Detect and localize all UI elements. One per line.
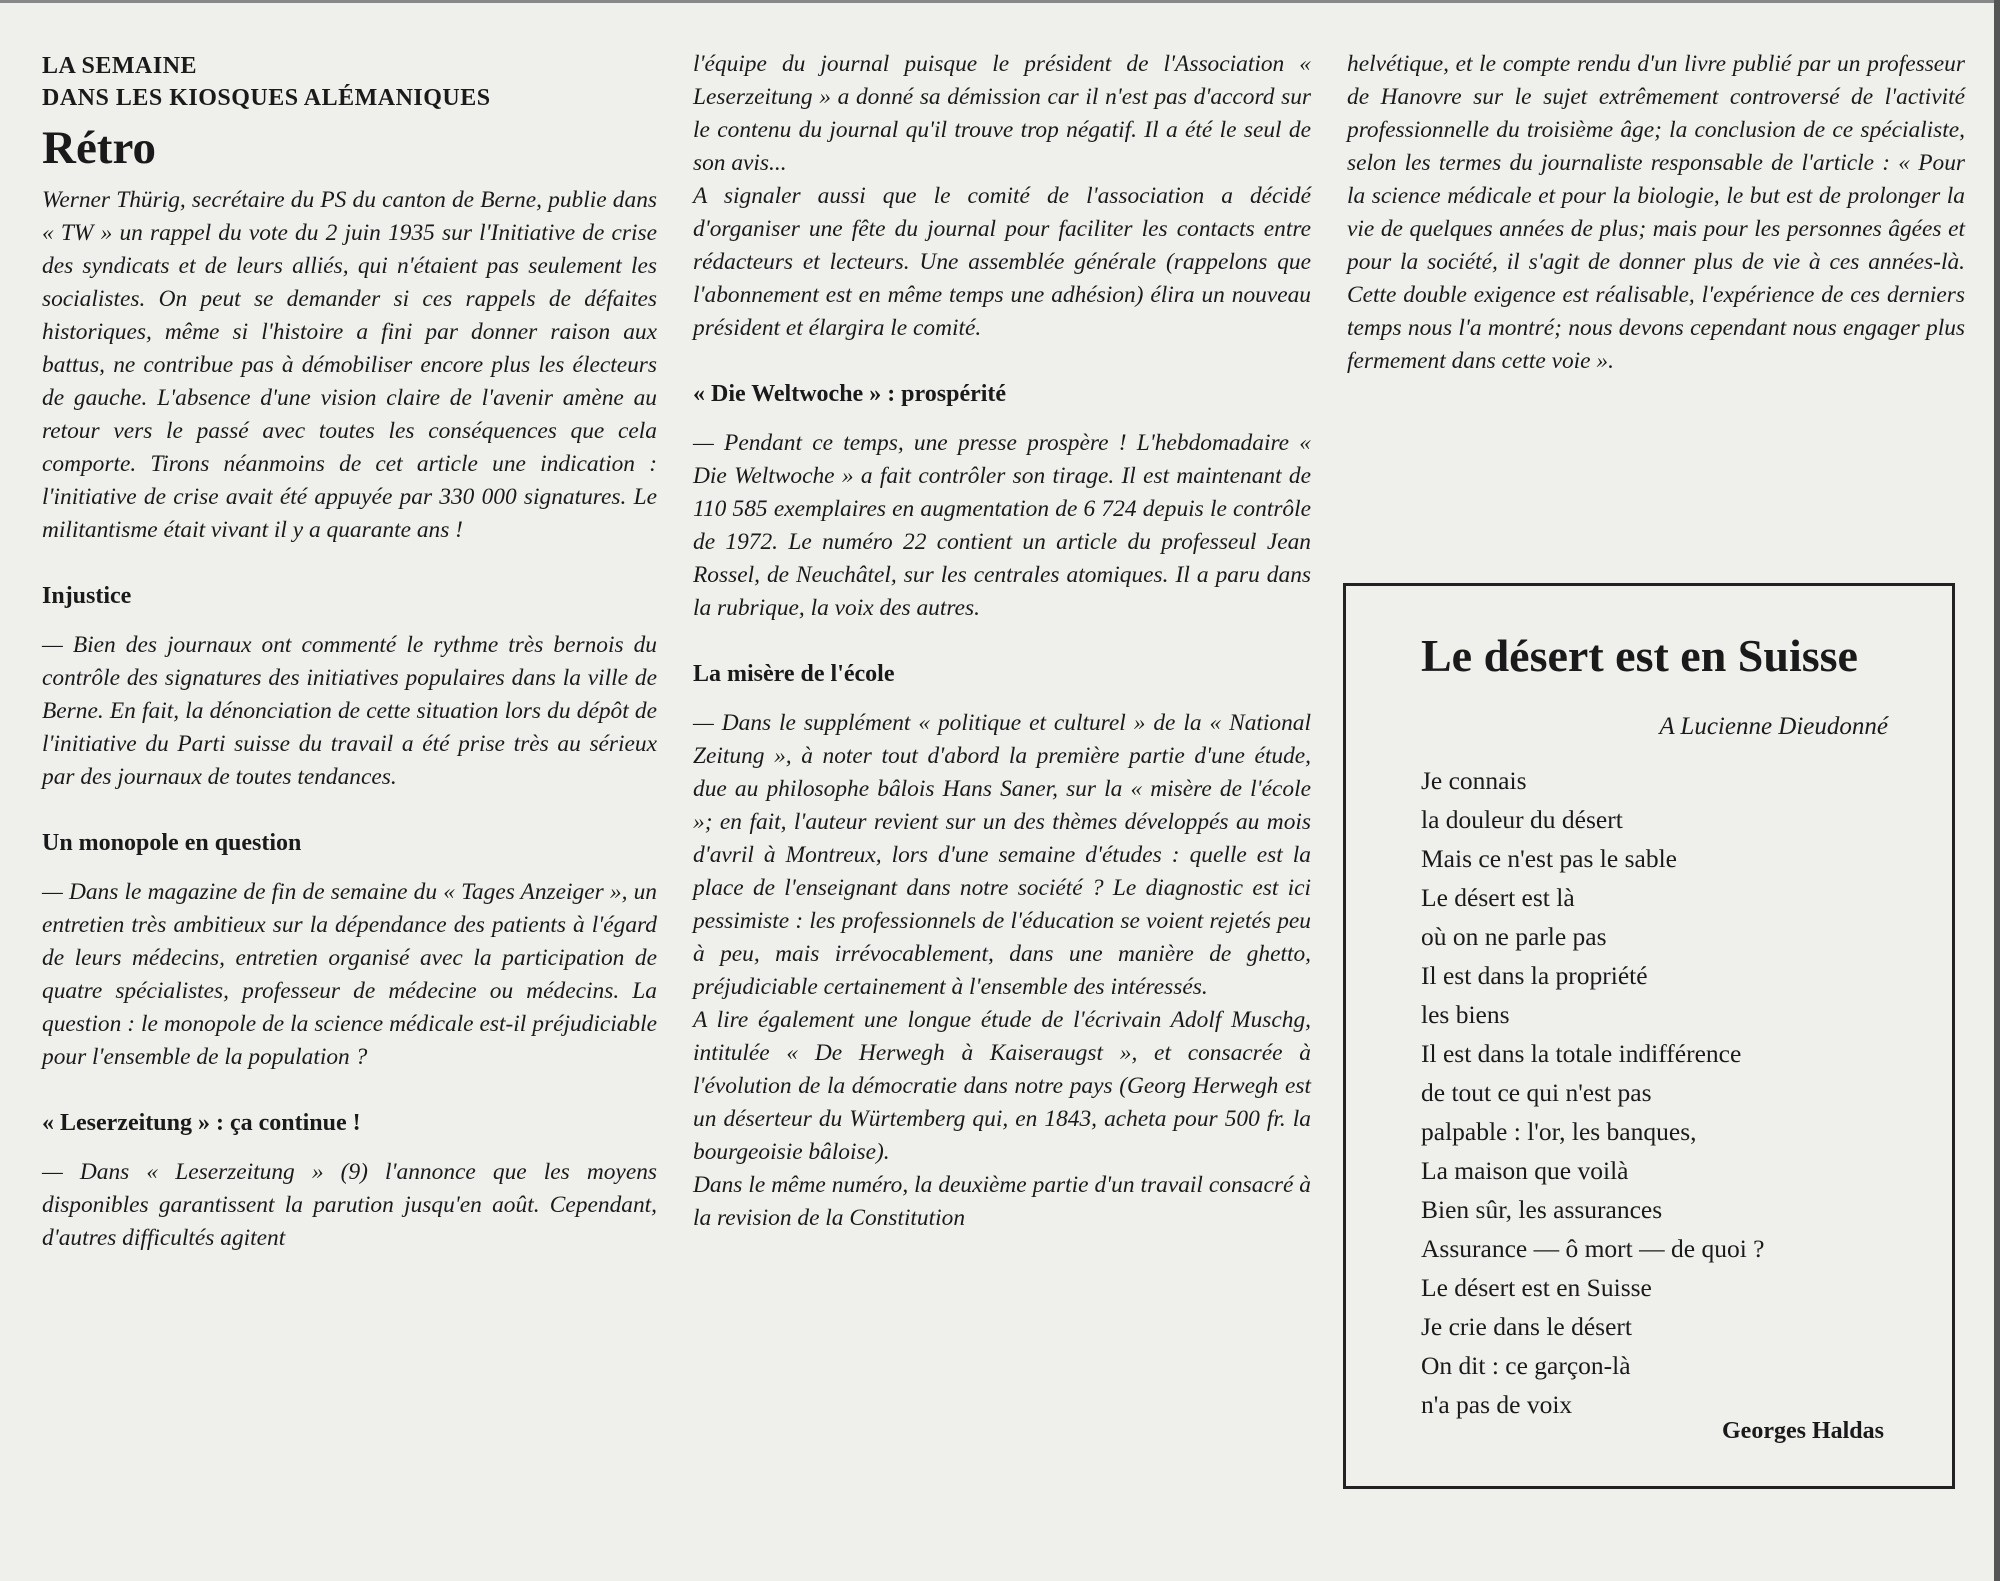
- paragraph-helvetique: helvétique, et le compte rendu d'un livre publié par un professeur de Hanovre sur le sujet extrêmement controversé de l'activité professionnelle du troisième âge; la conclusion de ce spécialiste, selon les termes du journaliste responsable de l'article : « Pour la science médicale et pour la biologie, le but est de prolonger la vie de quelques années de plus; mais pour les personnes âgées et pour la société, il s'agit de donner plus de vie à ces années-là. Cette double exigence est réalisable, l'expérience de ces derniers temps nous l'a montré; nous devons cependant nous engager plus fermement dans cette voie ».: [1347, 51, 1965, 374]
- article-title: Rétro: [42, 122, 156, 174]
- poem-dedication: A Lucienne Dieudonné: [1659, 713, 1888, 740]
- subheading-leserzeitung: « Leserzeitung » : ça continue !: [42, 1110, 361, 1136]
- paragraph-leserzeitung: — Dans « Leserzeitung » (9) l'annonce que les moyens disponibles garantissent la parution jusqu'en août. Cependant, d'autres difficultés agitent: [42, 1159, 657, 1251]
- poem-author: Georges Haldas: [1722, 1418, 1884, 1444]
- section-kicker-line-2: DANS LES KIOSQUES ALÉMANIQUES: [42, 85, 491, 111]
- poem-line: Bien sûr, les assurances: [1421, 1195, 1663, 1224]
- poem-line: La maison que voilà: [1421, 1156, 1629, 1185]
- poem-line: Il est dans la propriété: [1421, 961, 1648, 990]
- poem-line: Assurance — ô mort — de quoi ?: [1421, 1234, 1765, 1263]
- column-1: [42, 50, 657, 1255]
- subheading-monopole: Un monopole en question: [42, 830, 302, 856]
- column-2: [693, 48, 1311, 1235]
- paragraph-injustice: — Bien des journaux ont commenté le rythme très bernois du contrôle des signatures des initiatives populaires dans la ville de Berne. En fait, la dénonciation de cette situation lors du dépôt de l'initiative du Parti suisse du travail a été prise très au sérieux par des journaux de toutes tendances.: [42, 632, 657, 790]
- poem-line: Le désert est en Suisse: [1421, 1273, 1652, 1302]
- paragraph-misere-ecole: — Dans le supplément « politique et culturel » de la « National Zeitung », à noter tout d'abord la première partie d'une étude, due au philosophe bâlois Hans Saner, sur la « misère de l'école »; en fait, l'auteur revient sur un des thèmes développés au mois d'avril à Montreux, lors d'une semaine d'études : quelle est la place de l'enseignant dans notre société ? Le diagnostic est ici pessimiste : les professionnels de l'éducation se voient rejetés peu à peu, mais irrévocablement, dans une manière de ghetto, préjudiciable certainement à l'ensemble des intéressés.: [693, 710, 1311, 1000]
- poem-line: de tout ce qui n'est pas: [1421, 1078, 1652, 1107]
- poem-line: où on ne parle pas: [1421, 922, 1607, 951]
- column-3: [1347, 48, 1965, 378]
- poem-line: Je connais: [1421, 766, 1527, 795]
- poem-line: Le désert est là: [1421, 883, 1575, 912]
- paragraph-retro: Werner Thürig, secrétaire du PS du canton de Berne, publie dans « TW » un rappel du vote du 2 juin 1935 sur l'Initiative de crise des syndicats et de leurs alliés, qui n'étaient pas seulement les socialistes. On peut se demander si ces rappels de défaites historiques, même si l'histoire a fini par donner raison aux battus, ne contribue pas à démobiliser encore plus les électeurs de gauche. L'absence d'une vision claire de l'avenir amène au retour vers le passé avec toutes les conséquences que cela comporte. Tirons néanmoins de cet article une indication : l'initiative de crise avait été appuyée par 330 000 signatures. Le militantisme était vivant il y a quarante ans !: [42, 187, 657, 543]
- poem-line: n'a pas de voix: [1421, 1390, 1573, 1419]
- poem-line: Je crie dans le désert: [1421, 1312, 1632, 1341]
- poem-line: Mais ce n'est pas le sable: [1421, 844, 1677, 873]
- poem-lines: [1421, 761, 1764, 1424]
- paragraph-constitution: Dans le même numéro, la deuxième partie d'un travail consacré à la revision de la Constitution: [693, 1172, 1311, 1231]
- poem-box: [1343, 583, 1955, 1489]
- paragraph-monopole: — Dans le magazine de fin de semaine du « Tages Anzeiger », un entretien très ambitieux sur la dépendance des patients à l'égard de leurs médecins, entretien organisé avec la participation de quatre spécialistes, professeur de médecine ou médecins. La question : le monopole de la science médicale est-il préjudiciable pour l'ensemble de la population ?: [42, 879, 657, 1070]
- subheading-misere-ecole: La misère de l'école: [693, 661, 895, 687]
- subheading-injustice: Injustice: [42, 583, 132, 609]
- poem-line: la douleur du désert: [1421, 805, 1623, 834]
- poem-line: palpable : l'or, les banques,: [1421, 1117, 1697, 1146]
- subheading-weltwoche: « Die Weltwoche » : prospérité: [693, 381, 1007, 407]
- poem-title: Le désert est en Suisse: [1421, 630, 1858, 681]
- paragraph-fete: A signaler aussi que le comité de l'association a décidé d'organiser une fête du journal pour faciliter les contacts entre rédacteurs et lecteurs. Une assemblée générale (rappelons que l'abonnement est en même temps une adhésion) élira un nouveau président et élargira le comité.: [693, 183, 1311, 341]
- paragraph-weltwoche: — Pendant ce temps, une presse prospère ! L'hebdomadaire « Die Weltwoche » a fait contrôler son tirage. Il est maintenant de 110 585 exemplaires en augmentation de 6 724 depuis le contrôle de 1972. Le numéro 22 contient un article du professeul Jean Rossel, de Neuchâtel, sur les centrales atomiques. Il a paru dans la rubrique, la voix des autres.: [693, 430, 1311, 621]
- poem-line: Il est dans la totale indifférence: [1421, 1039, 1742, 1068]
- page-top-rule: [0, 0, 2000, 3]
- paragraph-muschg: A lire également une longue étude de l'écrivain Adolf Muschg, intitulée « De Herwegh à Kaiseraugst », et consacrée à l'évolution de la démocratie dans notre pays (Georg Herwegh est un déserteur du Würtemberg qui, en 1843, acheta pour 500 fr. la bourgeoisie bâloise).: [693, 1007, 1311, 1165]
- section-kicker-line-1: LA SEMAINE: [42, 53, 198, 79]
- poem-line: les biens: [1421, 1000, 1510, 1029]
- page-edge-shadow: [1994, 0, 2000, 1581]
- paragraph-leserzeitung-cont: l'équipe du journal puisque le président de l'Association « Leserzeitung » a donné sa démission car il n'est pas d'accord sur le contenu du journal qu'il trouve trop négatif. Il a été le seul de son avis...: [693, 51, 1311, 176]
- poem-line: On dit : ce garçon-là: [1421, 1351, 1631, 1380]
